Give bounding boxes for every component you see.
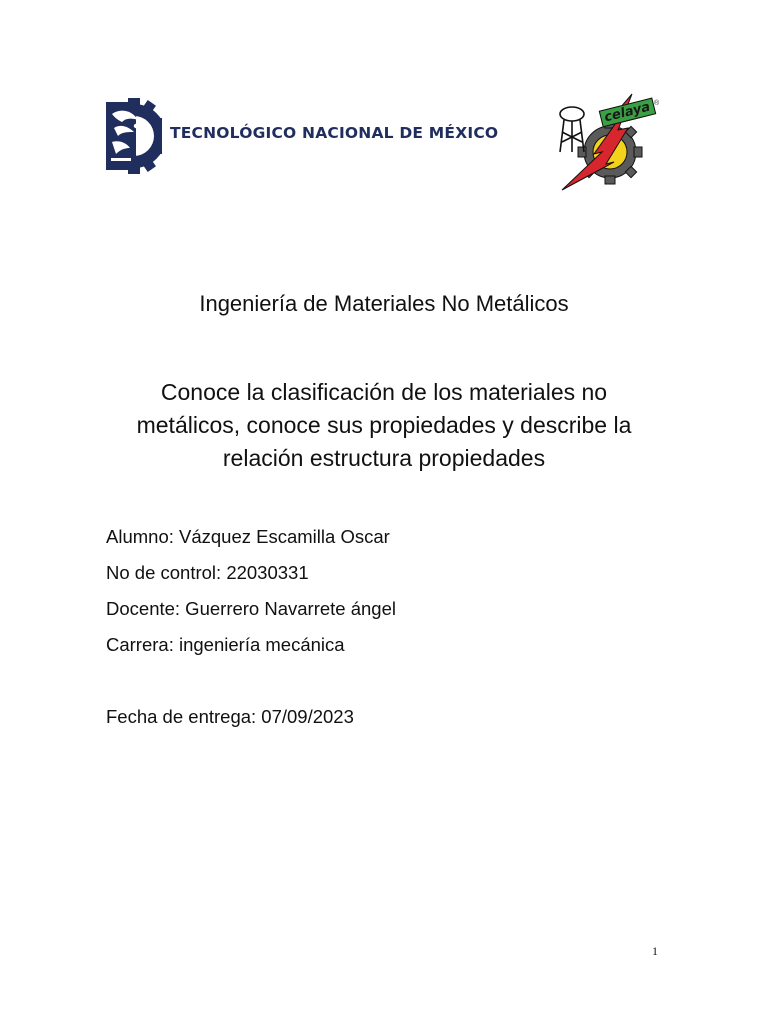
topic-line: relación estructura propiedades <box>222 445 546 471</box>
control-number: No de control: 22030331 <box>106 562 309 583</box>
celaya-logo <box>556 90 664 194</box>
topic-title <box>84 376 684 475</box>
tecnm-logo-text: TECNOLÓGICO NACIONAL DE MÉXICO <box>170 124 499 142</box>
gear-eagle-emblem-icon <box>106 98 162 174</box>
due-date: Fecha de entrega: 07/09/2023 <box>106 706 354 727</box>
registered-mark: ® <box>654 100 660 107</box>
celaya-logo-text: celaya <box>599 98 656 128</box>
career: Carrera: ingeniería mecánica <box>106 634 345 655</box>
page-number: 1 <box>652 944 658 958</box>
topic-line: Conoce la clasificación de los materiales no <box>160 379 608 405</box>
topic-line: metálicos, conoce sus propiedades y describe la <box>136 412 632 438</box>
tecnm-logo <box>106 98 499 174</box>
teacher-name: Docente: Guerrero Navarrete ángel <box>106 598 396 619</box>
student-name: Alumno: Vázquez Escamilla Oscar <box>106 526 390 547</box>
subject-title: Ingeniería de Materiales No Metálicos <box>199 291 569 316</box>
